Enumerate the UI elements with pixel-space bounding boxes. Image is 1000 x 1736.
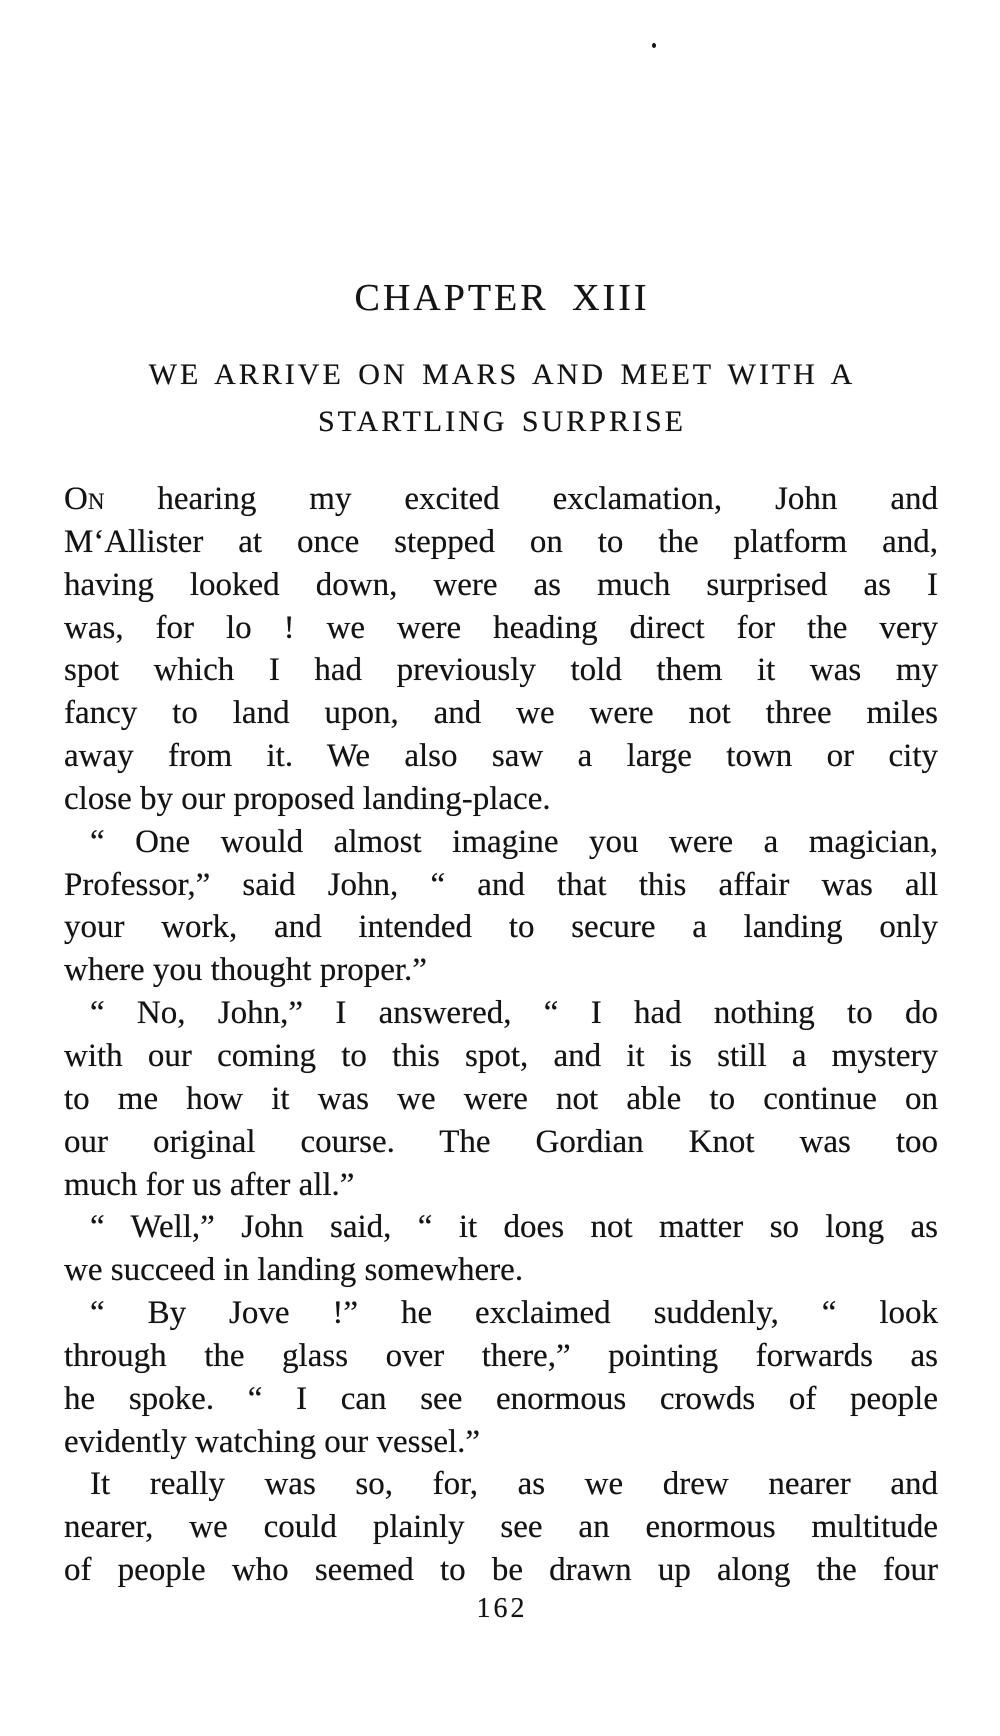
body-line: fancy to land upon, and we were not three miles: [64, 695, 938, 732]
paragraph-3: [64, 992, 938, 1206]
body-line: “ One would almost imagine you were a magician,: [90, 823, 938, 860]
body-line: It really was so, for, as we drew nearer and: [90, 1466, 938, 1503]
body-line: he spoke. “ I can see enormous crowds of people: [64, 1380, 938, 1417]
body-line: “ By Jove !” he exclaimed suddenly, “ look: [90, 1295, 938, 1332]
paragraph-4: [64, 1206, 938, 1292]
body-line: evidently watching our vessel.”: [64, 1423, 481, 1460]
body-line: of people who seemed to be drawn up along the four: [64, 1552, 938, 1589]
paragraph-5: [64, 1292, 938, 1463]
body-line: “ Well,” John said, “ it does not matter so long as: [90, 1209, 938, 1246]
chapter-subtitle-line-1: WE ARRIVE ON MARS AND MEET WITH A: [148, 358, 856, 391]
body-line: [64, 478, 938, 521]
body-line-text: hearing my excited exclamation, John and: [104, 481, 938, 517]
body-line: our original course. The Gordian Knot was too: [64, 1123, 938, 1160]
body-line: with our coming to this spot, and it is still a mystery: [64, 1037, 938, 1074]
scan-speck: [652, 43, 656, 48]
lead-word: On: [64, 481, 105, 517]
chapter-heading: CHAPTER XIII: [354, 277, 650, 319]
body-line: was, for lo ! we were heading direct for the very: [64, 609, 938, 646]
body-line: nearer, we could plainly see an enormous multitude: [64, 1509, 938, 1546]
body-line: away from it. We also saw a large town or city: [64, 738, 938, 775]
chapter-subtitle: [66, 351, 938, 445]
body-line: M‘Allister at once stepped on to the platform and,: [64, 523, 938, 560]
paragraph-2: [64, 821, 938, 992]
body-line: close by our proposed landing-place.: [64, 780, 551, 817]
body-line: where you thought proper.”: [64, 952, 427, 989]
body-line: spot which I had previously told them it was my: [64, 652, 938, 689]
body-line: Professor,” said John, “ and that this affair was all: [64, 866, 938, 903]
chapter-subtitle-line-2: STARTLING SURPRISE: [317, 405, 686, 438]
body-line: to me how it was we were not able to continue on: [64, 1080, 938, 1117]
body-line: your work, and intended to secure a landing only: [64, 909, 938, 946]
body-line: having looked down, were as much surprised as I: [64, 566, 938, 603]
body-line: “ No, John,” I answered, “ I had nothing to do: [90, 995, 938, 1032]
paragraph-1: [64, 478, 938, 821]
page-number: 162: [476, 1593, 528, 1624]
body-line: through the glass over there,” pointing forwards as: [64, 1337, 938, 1374]
body-line: much for us after all.”: [64, 1166, 355, 1203]
body-line: we succeed in landing somewhere.: [64, 1252, 524, 1289]
paragraph-6: [64, 1463, 938, 1592]
body-text: [64, 478, 938, 1592]
